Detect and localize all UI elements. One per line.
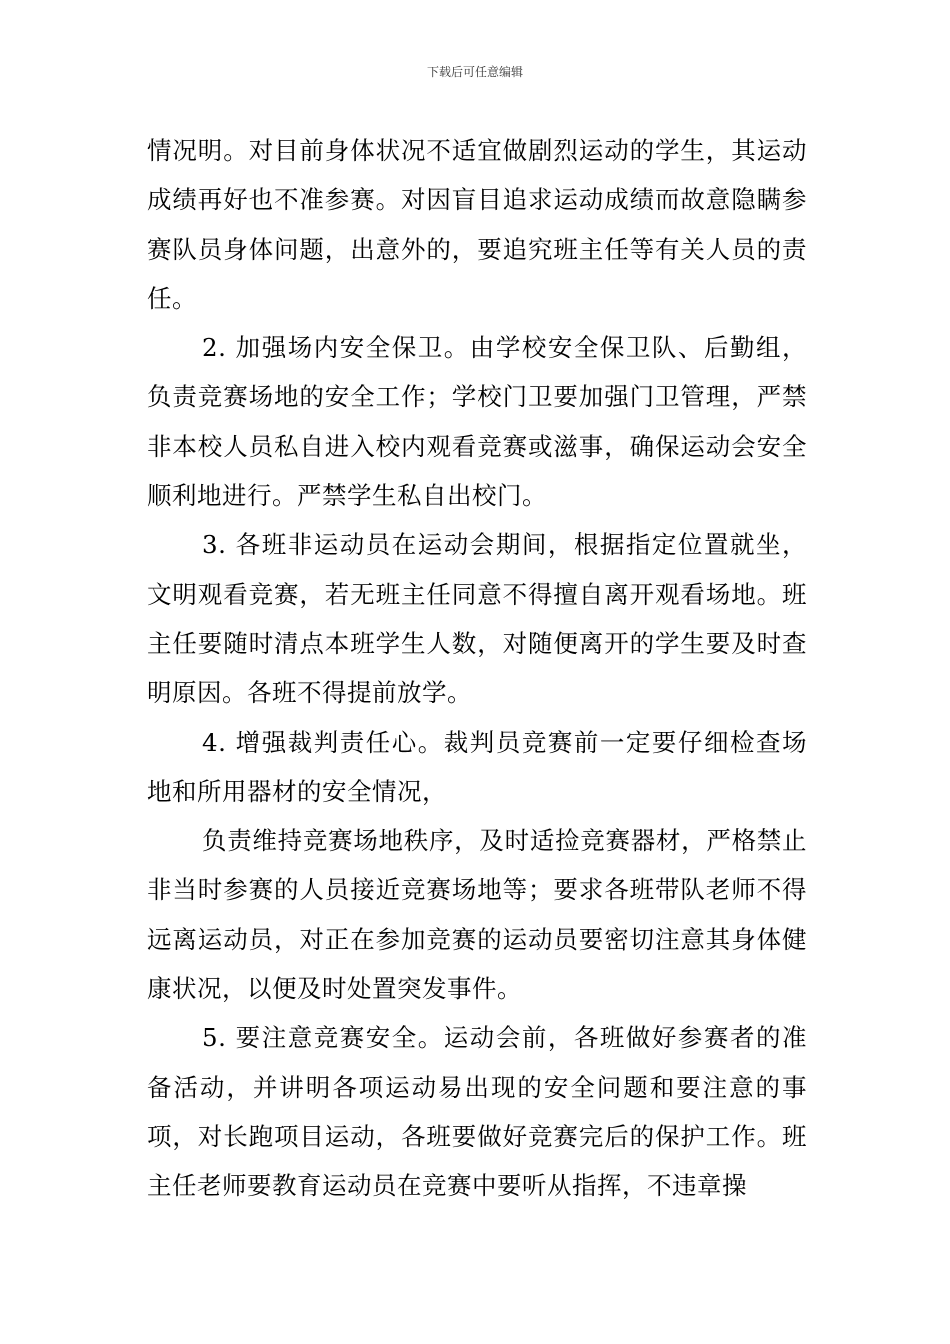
document-body [147,126,807,1211]
paragraph-item-2: 2. 加强场内安全保卫。由学校安全保卫队、后勤组，负责竞赛场地的安全工作；学校门卫要加强门卫管理，严禁非本校人员私自进入校内观看竞赛或滋事，确保运动会安全顺利地进行。严禁学生私自出校门。 [147,333,807,511]
paragraph-item-5: 5. 要注意竞赛安全。运动会前，各班做好参赛者的准备活动，并讲明各项运动易出现的安全问题和要注意的事项，对长跑项目运动，各班要做好竞赛完后的保护工作。班主任老师要教育运动员在竞赛中要听从指挥，不违章操 [147,1023,807,1201]
paragraph-continuation: 情况明。对目前身体状况不适宜做剧烈运动的学生，其运动成绩再好也不准参赛。对因盲目追求运动成绩而故意隐瞒参赛队员身体问题，出意外的，要追究班主任等有关人员的责任。 [147,136,807,313]
paragraph-item-4-continued: 负责维持竞赛场地秩序，及时适捡竞赛器材，严格禁止非当时参赛的人员接近竞赛场地等；要求各班带队老师不得远离运动员，对正在参加竞赛的运动员要密切注意其身体健康状况，以便及时处置突发事件。 [147,826,807,1004]
paragraph-item-3: 3. 各班非运动员在运动会期间，根据指定位置就坐，文明观看竞赛，若无班主任同意不得擅自离开观看场地。班主任要随时清点本班学生人数，对随便离开的学生要及时查明原因。各班不得提前放学。 [147,530,807,708]
paragraph-item-4: 4. 增强裁判责任心。裁判员竞赛前一定要仔细检查场地和所用器材的安全情况， [147,727,807,806]
page-header-note: 下载后可任意编辑 [426,65,523,79]
